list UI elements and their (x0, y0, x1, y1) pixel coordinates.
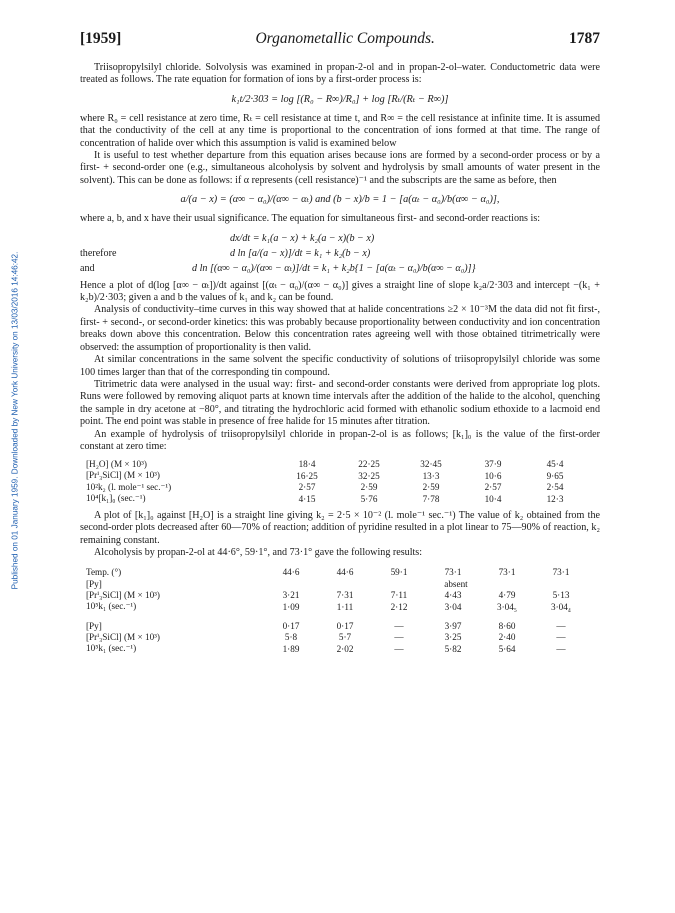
table-cell: 2·54 (546, 482, 564, 493)
table-cell: 5·13 (552, 590, 570, 601)
table-cell: 10·6 (484, 470, 502, 481)
temperature-cell: 44·6 (282, 567, 300, 578)
header-title: Organometallic Compounds. (255, 30, 435, 47)
row-label: 10⁵k₁ (sec.⁻¹) (86, 601, 137, 612)
temperature-label: Temp. (°) (86, 567, 122, 578)
equation-4-row (80, 246, 600, 261)
absent-note: absent (444, 578, 468, 589)
paragraph-2: where R₀ = cell resistance at zero time, Rₜ = cell resistance at time t, and R∞ = the cell resistance at infinite time. It is assumed that the conductivity of the cell at any time is proportional to the concentration of ions formed at that time. The range of concentration of halide over which this assumption is valid is examined below (80, 112, 600, 149)
table-row (86, 590, 588, 602)
table-cell: 3·04 (444, 601, 462, 612)
alcoholysis-table (86, 566, 588, 654)
table-cell: 10·4 (484, 493, 502, 504)
table-row (86, 620, 588, 632)
row-label: [Prⁱ₃SiCl] (M × 10³) (86, 589, 160, 600)
paragraph-10: A plot of [k₁]₀ against [H₂O] is a straight line giving k₂ = 2·5 × 10⁻² (l. mole⁻¹ sec.⁻¹) The value of k₂ obtained from the second-order plots decreased after 60—70% of reaction; addition of pyridine resulted in a plot linear to 75—90% of reaction, k₂ remaining constant. (80, 509, 600, 546)
table-cell: 45·4 (546, 459, 564, 470)
equation-5-row (80, 261, 600, 276)
temperature-cell: 73·1 (444, 567, 462, 578)
equation-3: dx/dt = k₁(a − x) + k₂(a − x)(b − x) (230, 232, 375, 244)
table-cell: 3·25 (444, 632, 462, 643)
row-label: 10⁴[k₁]₀ (sec.⁻¹) (86, 493, 146, 504)
table-cell: 2·57 (484, 482, 502, 493)
table-cell: — (556, 643, 566, 654)
paragraph-7: At similar concentrations in the same solvent the specific conductivity of solutions of triisopropylsilyl chloride was some 100 times larger than that of the corresponding tin compound. (80, 354, 600, 378)
row-label: 10²k₂ (l. mole⁻¹ sec.⁻¹) (86, 481, 172, 492)
table-cell: — (556, 632, 566, 643)
paragraph-5: Hence a plot of d(log [α∞ − αₜ])/dt against [(αₜ − α₀)/(α∞ − α₀)] gives a straight line of slope k₂a/2·303 and intercept −(k₁ + k₂b)/2·303; given a and b the values of k₁ and k₂ can be found. (80, 279, 600, 304)
table-row (86, 643, 588, 655)
table-cell: 2·40 (498, 632, 516, 643)
table-cell: 5·76 (360, 493, 378, 504)
table-cell: 13·3 (422, 470, 440, 481)
table-cell: 2·59 (360, 482, 378, 493)
paragraph-8: Titrimetric data were analysed in the usual way: first- and second-order constants were derived from appropriate log plots. Runs were followed by removing aliquot parts at known time intervals after the addition of the halide to the alcohol, quenching the sample in dry acetone at −80°, and titrating the hydrochloric acid formed with ethanolic sodium ethoxide to a lacmoid end point. The end point was stable in presence of free halide for 15 minutes after titration. (80, 378, 600, 428)
paragraph-6: Analysis of conductivity–time curves in this way showed that at halide concentrations ≥2 × 10⁻³M the data did not fit first-, first- + second-, or second-order kinetics: this was probably because proportionality between conductivity and ion concentration breaks down above this concentration. Below this concentration rates agreeing well with those obtained titrimetrically were observed: the assumption of proportionality is then valid. (80, 304, 600, 353)
equation-5-label: and (80, 262, 95, 274)
table-cell: 4·43 (444, 590, 462, 601)
table-cell: 3·97 (444, 620, 462, 631)
table-cell: 7·78 (422, 493, 440, 504)
table-cell: 37·9 (484, 459, 502, 470)
table-cell: 16·25 (296, 470, 318, 481)
table-cell: 8·60 (498, 620, 516, 631)
table-cell: — (394, 620, 404, 631)
table-cell: 0·17 (282, 620, 300, 631)
download-stamp (8, 150, 22, 690)
table-cell: 7·11 (390, 590, 408, 601)
table-cell: 3·21 (282, 590, 300, 601)
table-cell: 12·3 (546, 493, 564, 504)
table-cell: 18·4 (298, 459, 316, 470)
table-cell: 0·17 (336, 620, 354, 631)
temperature-cell: 73·1 (498, 567, 516, 578)
table-cell: 7·31 (336, 590, 354, 601)
equation-4: d ln [a/(a − x)]/dt = k₁ + k₂(b − x) (230, 247, 371, 259)
journal-page (80, 30, 600, 655)
row-label: [Py] (86, 578, 102, 589)
table-cell: 1·89 (282, 643, 300, 654)
table-cell: 1·09 (282, 601, 300, 612)
table-cell: 1·11 (336, 601, 354, 612)
table-cell: 2·02 (336, 643, 354, 654)
table-cell: 2·12 (390, 601, 408, 612)
table-spacer (86, 613, 588, 620)
table-cell: — (394, 643, 404, 654)
table-cell: 22·25 (358, 459, 380, 470)
table-cell: — (556, 620, 566, 631)
temperature-cell: 73·1 (552, 567, 570, 578)
table-cell: 5·64 (498, 643, 516, 654)
equation-2: a/(a − x) = (α∞ − α₀)/(α∞ − αₜ) and (b − x)/b = 1 − [a(αₜ − α₀)/b(α∞ − α₀)], (180, 194, 500, 206)
equation-4-label: therefore (80, 247, 117, 259)
table-cell: 2·59 (422, 482, 440, 493)
table-cell: 9·65 (546, 470, 564, 481)
equation-1: k₁t/2·303 = log [(R₀ − R∞)/R₀] + log [Rₜ/(Rₜ − R∞)] (231, 93, 449, 105)
row-label: [Prⁱ₃SiCl] (M × 10³) (86, 470, 160, 481)
temperature-cell: 44·6 (336, 567, 354, 578)
temperature-cell: 59·1 (390, 567, 408, 578)
table-row (86, 631, 588, 643)
equation-5: d ln [(α∞ − α₀)/(α∞ − αₜ)]/dt = k₁ + k₂b{1 − [a(αₜ − α₀)/b(α∞ − α₀)]} (192, 262, 476, 274)
table-row (86, 578, 588, 590)
table-cell: 5·82 (444, 643, 462, 654)
header-year: [1959] (80, 30, 122, 47)
table-cell: — (394, 632, 404, 643)
table-cell: 4·79 (498, 590, 516, 601)
equation-3-row (80, 231, 600, 246)
row-label: [Prⁱ₃SiCl] (M × 10³) (86, 631, 160, 642)
table-cell: 5·8 (284, 632, 298, 643)
table-cell: 3·04₅ (496, 601, 518, 612)
paragraph-3: It is useful to test whether departure from this equation arises because ions are formed by a second-order process or by a first- + second-order one (e.g., simultaneous alcoholysis by solvent and hydrolysis by small amounts of water present in the solvent). This can be done as follows: if α represents (cell resistance)⁻¹ and the subscripts are the same as before, then (80, 150, 600, 186)
paragraph-4: where a, b, and x have their usual significance. The equation for simultaneous first- and second-order reactions is: (80, 213, 541, 225)
download-stamp-text: Published on 01 January 1959. Downloaded by New York University on 13/03/2016 14:46:42. (10, 251, 20, 589)
table-cell: 32·25 (358, 470, 380, 481)
paragraph-11: Alcoholysis by propan-2-ol at 44·6°, 59·1°, and 73·1° gave the following results: (94, 546, 423, 558)
row-label: [Py] (86, 620, 102, 631)
table-row (86, 601, 588, 613)
table-row (86, 482, 586, 494)
paragraph-1: Triisopropylsilyl chloride. Solvolysis was examined in propan-2-ol and in propan-2-ol–water. Conductometric data were treated as follows. The rate equation for formation of ions by a first-order process is: (80, 62, 600, 86)
temperature-row (86, 566, 588, 578)
table-cell: 2·57 (298, 482, 316, 493)
table-row (86, 458, 586, 470)
row-label: 10⁵k₁ (sec.⁻¹) (86, 643, 137, 654)
table-row (86, 493, 586, 505)
table-row (86, 470, 586, 482)
table-cell: 3·04₄ (550, 601, 572, 612)
paragraph-9: An example of hydrolysis of triisopropylsilyl chloride in propan-2-ol is as follows; [k₁]₀ is the value of the first-order constant at zero time: (80, 428, 600, 452)
header-page-number: 1787 (568, 30, 600, 47)
table-cell: 4·15 (298, 493, 316, 504)
page-header (80, 30, 600, 48)
table-cell: 32·45 (420, 459, 442, 470)
table-cell: 5·7 (338, 632, 352, 643)
row-label: [H₂O] (M × 10³) (86, 459, 147, 470)
hydrolysis-table (86, 458, 586, 504)
